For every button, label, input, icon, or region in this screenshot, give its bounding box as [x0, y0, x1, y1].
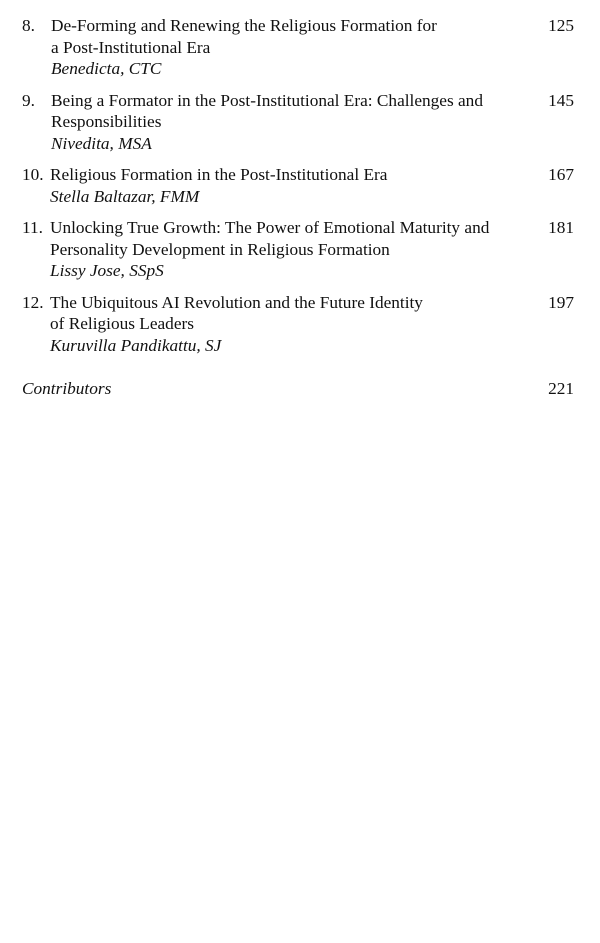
toc-entry-12[interactable]	[22, 292, 574, 357]
entry-author: Lissy Jose, SSpS	[50, 261, 164, 280]
entry-title-line: a Post-Institutional Era	[51, 37, 211, 57]
entry-title-line: The Ubiquitous AI Revolution and the Future Identity	[50, 292, 423, 312]
entry-page-number: 145	[548, 90, 574, 110]
entry-title-line: Religious Formation in the Post-Institutional Era	[50, 165, 388, 184]
entry-page-number: 125	[548, 16, 574, 35]
entry-title-line: Personality Development in Religious Formation	[50, 239, 390, 259]
entry-title-line: of Religious Leaders	[50, 314, 194, 333]
toc-entry-contributors[interactable]	[22, 378, 574, 400]
toc-entry-9[interactable]	[22, 90, 574, 155]
entry-author: Nivedita, MSA	[51, 133, 152, 153]
toc-entry-10[interactable]	[22, 164, 574, 207]
entry-page-number: 167	[548, 165, 574, 184]
entry-page-number: 181	[548, 218, 574, 237]
entry-number: 12.	[22, 292, 44, 312]
entry-title-line: Responsibilities	[51, 112, 162, 131]
entry-number: 8.	[22, 16, 35, 35]
contributors-label: Contributors	[22, 379, 112, 398]
entry-author: Kuruvilla Pandikattu, SJ	[50, 335, 222, 355]
entry-author: Stella Baltazar, FMM	[50, 186, 200, 206]
table-of-contents	[22, 15, 574, 400]
entry-author: Benedicta, CTC	[51, 59, 162, 78]
entry-number: 10.	[22, 165, 44, 184]
entry-number: 9.	[22, 90, 35, 110]
entry-title-line: Being a Formator in the Post-Institutional Era: Challenges and	[51, 90, 483, 110]
entry-page-number: 197	[548, 292, 574, 312]
toc-entry-11[interactable]	[22, 217, 574, 282]
entry-number: 11.	[22, 218, 43, 237]
entry-title-line: Unlocking True Growth: The Power of Emotional Maturity and	[50, 218, 490, 237]
entry-title-line: De-Forming and Renewing the Religious Formation for	[51, 16, 437, 35]
toc-entry-8[interactable]	[22, 15, 574, 80]
contributors-page-number: 221	[548, 379, 574, 398]
